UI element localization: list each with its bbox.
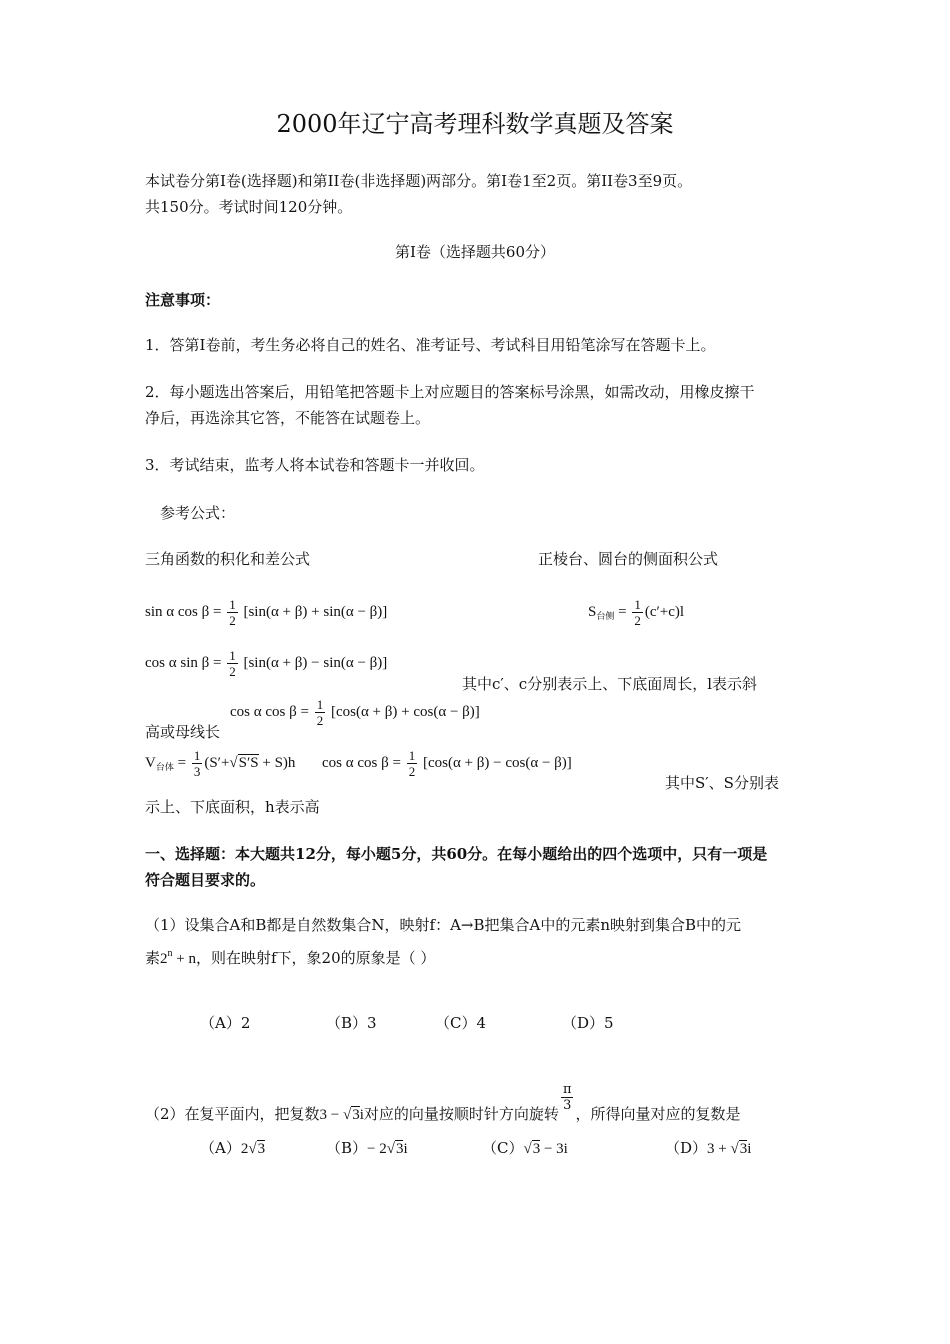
notes-heading: 注意事项： bbox=[145, 291, 221, 309]
trig-formulas-heading: 三角函数的积化和差公式 bbox=[145, 550, 311, 568]
area-note-continued: 高或母线长 bbox=[145, 723, 221, 741]
formula-rhs: [sin(α + β) + sin(α − β)] bbox=[243, 603, 388, 620]
intro-line-1: 本试卷分第Ⅰ卷(选择题)和第ⅠⅠ卷(非选择题)两部分。第Ⅰ卷1至2页。第ⅠⅠ卷3至9页。 bbox=[145, 172, 693, 190]
intro-line-2: 共150分。考试时间120分钟。 bbox=[145, 198, 353, 216]
question-1-option-d: （D）5 bbox=[562, 1014, 614, 1032]
question-2: （2）在复平面内，把复数3 − √3i对应的向量按顺时针方向旋转 $\frac{\pi}{3}$ ，所得向量对应的复数是 bbox=[145, 1082, 741, 1123]
formula-volume: $V_{台体}$ = $\frac{1}{3}$ (S′+√S′S + S)h bbox=[145, 748, 296, 779]
question-2-option-a: （A）2√3 bbox=[200, 1139, 266, 1157]
area-note: 其中c′、c分别表示上、下底面周长，l表示斜 bbox=[462, 675, 758, 693]
formula-sin-cos bbox=[145, 597, 387, 628]
note-item-2-line-2: 净后，再选涂其它答，不能答在试题卷上。 bbox=[145, 409, 431, 427]
angle-fraction: $\frac{\pi}{3}$ bbox=[562, 1082, 572, 1113]
question-2-option-d: （D）3 + √3i bbox=[665, 1139, 752, 1157]
question-2-option-c: （C）√3 − 3i bbox=[482, 1139, 568, 1157]
page-title: 2000年辽宁高考理科数学真题及答案 bbox=[276, 110, 674, 138]
question-1-option-b: （B）3 bbox=[326, 1014, 377, 1032]
fraction: $\frac{1}{2}$ bbox=[634, 597, 641, 628]
sqrt-sign: √ bbox=[229, 754, 238, 771]
math-expression: 3 − √3i bbox=[319, 1107, 364, 1123]
note-item-3: 3．考试结束，监考人将本试卷和答题卡一并收回。 bbox=[145, 456, 485, 474]
fraction: $\frac{1}{2}$ bbox=[229, 597, 236, 628]
formula-lhs: sin α cos β = bbox=[145, 603, 222, 620]
volume-note-continued: 示上、下底面积，h表示高 bbox=[145, 798, 320, 816]
question-1-option-a: （A）2 bbox=[200, 1014, 251, 1032]
question-1-line-1: （1）设集合A和B都是自然数集合N，映射f：A→B把集合A中的元素n映射到集合B中的元 bbox=[145, 916, 742, 934]
fraction: $\frac{1}{2}$ bbox=[408, 748, 416, 779]
section-1-heading-line-1: 一、选择题：本大题共12分，每小题5分，共60分。在每小题给出的四个选项中，只有一项是 bbox=[145, 845, 768, 863]
question-1-line-2: 素$2^n + n$，则在映射f下，象20的原象是（ ） bbox=[145, 948, 436, 967]
volume-note: 其中S′、S分别表 bbox=[665, 774, 779, 792]
note-item-2-line-1: 2．每小题选出答案后，用铅笔把答题卡上对应题目的答案标号涂黑，如需改动，用橡皮擦干 bbox=[145, 383, 755, 401]
formula-cos-cos-sum: cos α cos β = $\frac{1}{2}$ [cos(α + β) + cos(α − β)] bbox=[230, 697, 480, 728]
subscript: 台侧 bbox=[596, 610, 615, 621]
math-expression: $2^n + n$ bbox=[160, 948, 196, 967]
question-2-option-b: （B）− 2√3i bbox=[326, 1139, 408, 1157]
fraction: $\frac{1}{3}$ bbox=[193, 748, 201, 779]
formula-cos-cos-diff: cos α cos β = $\frac{1}{2}$ [cos(α + β) − cos(α − β)] bbox=[322, 748, 572, 779]
note-item-1: 1．答第Ⅰ卷前，考生务必将自己的姓名、准考证号、考试科目用铅笔涂写在答题卡上。 bbox=[145, 336, 716, 354]
subscript: 台体 bbox=[155, 761, 174, 772]
part1-heading: 第Ⅰ卷（选择题共60分） bbox=[394, 243, 555, 261]
question-1-option-c: （C）4 bbox=[435, 1014, 487, 1032]
frustum-area-heading: 正棱台、圆台的侧面积公式 bbox=[538, 550, 719, 568]
fraction: $\frac{1}{2}$ bbox=[229, 648, 236, 679]
formula-cos-sin: cos α sin β = $\frac{1}{2}$ [sin(α + β) − sin(α − β)] bbox=[145, 648, 388, 679]
fraction: $\frac{1}{2}$ bbox=[316, 697, 324, 728]
formulas-heading: 参考公式： bbox=[160, 504, 236, 522]
section-1-heading-line-2: 符合题目要求的。 bbox=[145, 871, 266, 889]
formula-lateral-area: $S_{台侧}$ = $\frac{1}{2}$ (c′+c)l bbox=[588, 597, 685, 628]
